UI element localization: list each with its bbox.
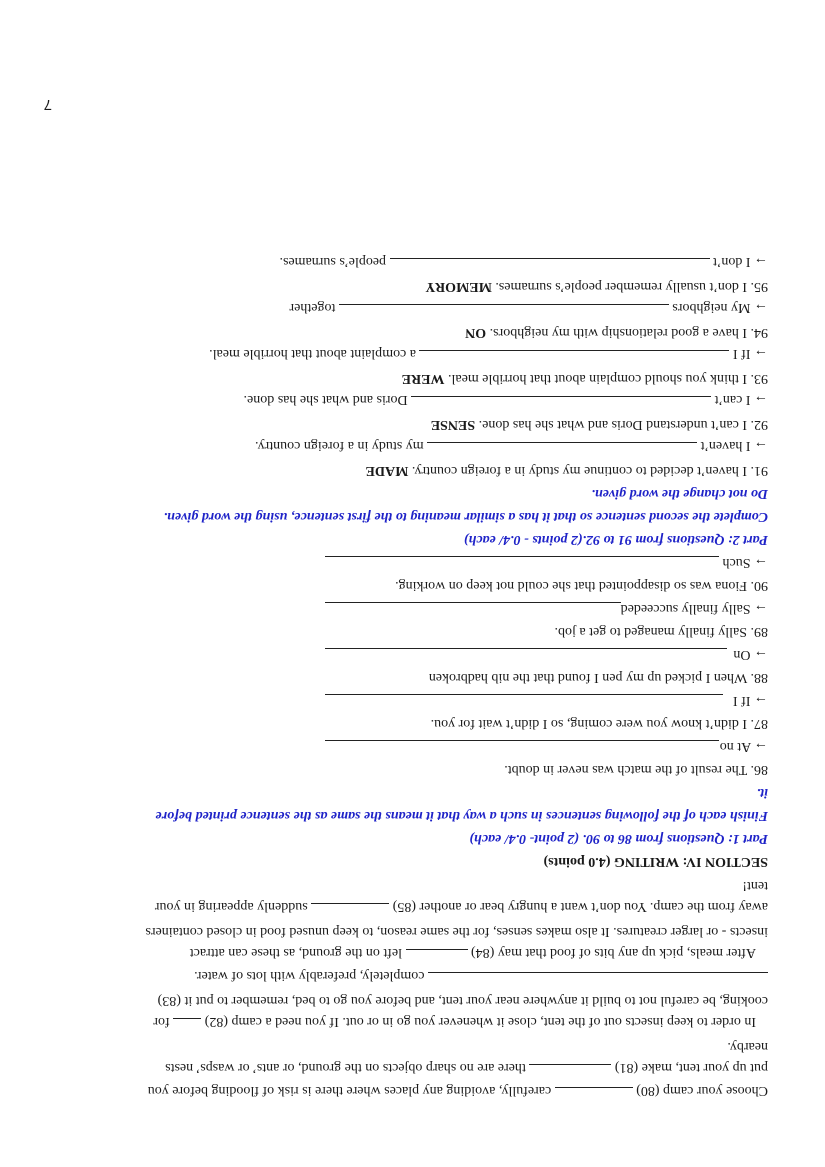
answer-91-line (427, 442, 697, 455)
answer-94-line (339, 304, 669, 317)
gap-80 (555, 1087, 633, 1100)
gap-85 (311, 903, 389, 916)
passage-line-8: insects - or larger creatures. It also makes senses, for the same reason, to keep unused food in closed containers (145, 924, 768, 939)
question-92: 92. I can’t understand Doris and what she has done. SENSE (430, 417, 768, 432)
passage-line-2: put up your tent, make (81) there are no sharp objects on the ground, or ants’ or wasps’ nests (165, 1060, 768, 1075)
answer-89-line (325, 602, 621, 603)
passage-line-10: tent! (742, 878, 768, 893)
part1-instruction-2: it. (756, 785, 768, 800)
answer-88-line (325, 648, 727, 649)
question-91: 91. I haven’t decided to continue my study in a foreign country. MADE (365, 463, 768, 478)
gap-84 (406, 949, 468, 962)
section-title: SECTION IV: WRITING (4.0 points) (543, 854, 768, 869)
question-95: 95. I don’t usually remember people’s surnames. MEMORY (425, 279, 768, 294)
passage-line-5: cooking, be careful not to build it anywhere near your tent, and before you go to bed, remember to put it (83) (157, 993, 768, 1008)
answer-87-prefix: → If I (733, 693, 768, 708)
passage-line-9: away from the camp. You don’t want a hungry bear or another (85) suddenly appearing in your (154, 899, 768, 914)
answer-90-prefix: → Such (722, 555, 768, 570)
keyword-93: WERE (401, 371, 445, 386)
answer-89-prefix: → Sally finally succeeded (620, 601, 768, 616)
question-87: 87. I didn’t know you were coming, so I didn’t wait for you. (430, 716, 768, 731)
part2-instruction-2: Do not change the word given. (591, 486, 768, 501)
keyword-91: MADE (365, 463, 409, 478)
answer-86-line (325, 740, 719, 741)
answer-92-line (411, 396, 711, 409)
answer-92: → I can’t Doris and what she has done. (243, 392, 768, 407)
answer-94: → My neighbors together (289, 300, 768, 315)
answer-93-line (420, 350, 730, 363)
gap-81 (529, 1064, 611, 1077)
part1-title: Part 1: Questions from 86 to 90. (2 point- 0.4/ each) (469, 831, 768, 846)
question-86: 86. The result of the match was never in doubt. (504, 762, 768, 777)
keyword-95: MEMORY (425, 279, 492, 294)
answer-95-line (390, 258, 710, 271)
answer-95: → I don’t people’s surnames. (279, 254, 768, 269)
part2-title: Part 2: Questions from 91 to 92.(2 points - 0.4/ each) (463, 532, 768, 547)
answer-93: → If I a complaint about that horrible meal. (209, 346, 768, 361)
passage-line-7: After meals, pick up any bits of food that may (84) left on the ground, as these can attract (189, 945, 756, 960)
keyword-94: ON (465, 325, 487, 340)
passage-line-1: Choose your camp (80) carefully, avoiding any places where there is risk of flooding before you (147, 1083, 768, 1098)
question-88: 88. When I picked up my pen I found that the nib hadbroken (428, 670, 768, 685)
passage-line-4: In order to keep insects out of the tent, close it whenever you go in or out. If you need a camp (82) for (153, 1014, 756, 1029)
keyword-92: SENSE (430, 417, 476, 432)
answer-90-line (325, 556, 719, 557)
answer-87-line (325, 694, 723, 695)
part1-instruction-1: Finish each of the following sentences in such a way that it means the same as the sentence printed before (155, 808, 768, 823)
passage-line-6: completely, preferably with lots of water. (194, 967, 768, 985)
answer-88-prefix: → On (733, 647, 768, 662)
page-number: 7 (43, 96, 52, 113)
question-89: 89. Sally finally managed to get a job. (554, 624, 768, 639)
gap-82 (173, 1018, 201, 1031)
question-94: 94. I have a good relationship with my neighbors. ON (465, 325, 768, 340)
answer-91: → I haven’t my study in a foreign country. (254, 438, 768, 453)
part2-instruction-1: Complete the second sentence so that it has a similar meaning to the first sentence, using the word given. (163, 509, 768, 524)
question-93: 93. I think you should complain about that horrible meal. WERE (401, 371, 768, 386)
answer-86-prefix: → At no (719, 739, 768, 754)
question-90: 90. Fiona was so disappointed that she could not keep on working. (395, 578, 768, 593)
passage-line-3: nearby. (727, 1039, 768, 1054)
gap-83 (428, 972, 768, 985)
